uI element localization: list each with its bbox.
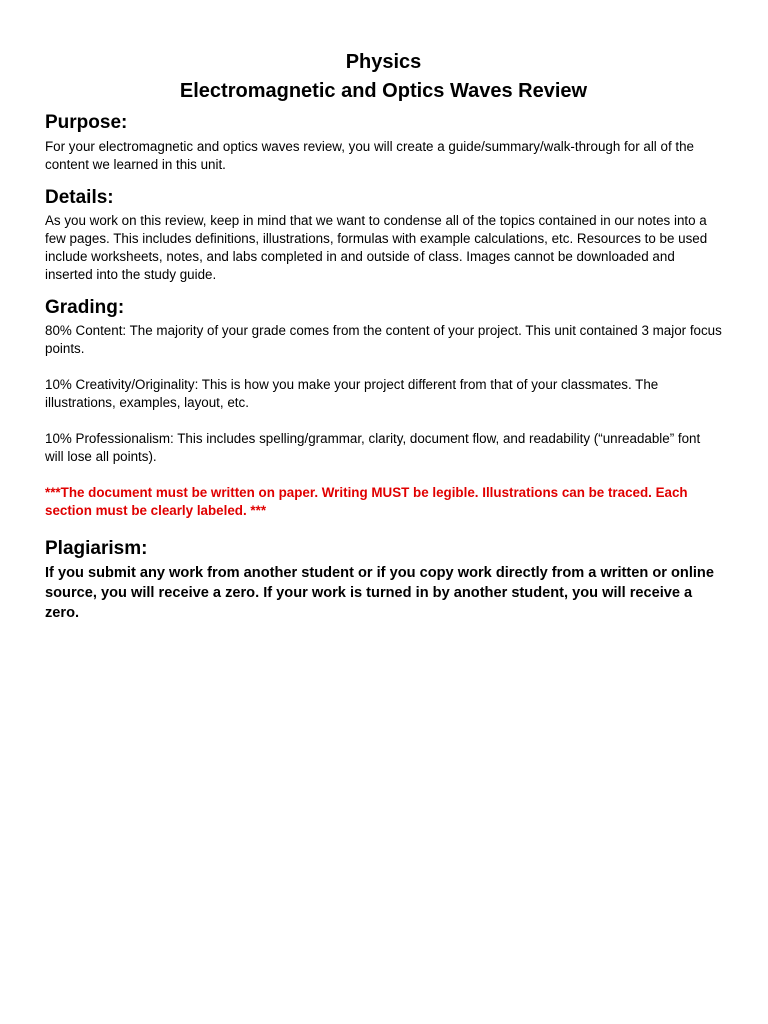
details-text: As you work on this review, keep in mind that we want to condense all of the topics contained in our notes into a few pages. This includes definitions, illustrations, formulas with example calculations, etc. Resources to be used include worksheets, notes, and labs completed in and outside of class. Images cannot be downloaded and inserted into the study guide. xyxy=(45,213,708,282)
details-section xyxy=(45,187,722,284)
subject-title: Physics xyxy=(345,51,422,73)
document-title: Electromagnetic and Optics Waves Review xyxy=(179,80,588,102)
purpose-section xyxy=(45,112,722,174)
purpose-heading: Purpose: xyxy=(45,112,128,133)
grading-heading: Grading: xyxy=(45,297,125,318)
plagiarism-section xyxy=(45,538,722,623)
grading-section xyxy=(45,297,722,520)
document-header xyxy=(45,48,722,106)
grading-list xyxy=(45,322,722,466)
grading-item-professionalism: 10% Professionalism: This includes spelling/grammar, clarity, document flow, and readability (“unreadable” font will lose all points). xyxy=(45,431,701,464)
plagiarism-heading: Plagiarism: xyxy=(45,538,148,559)
grading-item-creativity: 10% Creativity/Originality: This is how you make your project different from that of your classmates. The illustrations, examples, layout, etc. xyxy=(45,377,659,410)
grading-item-content: 80% Content: The majority of your grade comes from the content of your project. This unit contained 3 major focus points. xyxy=(45,323,722,356)
paper-requirement-warning: ***The document must be written on paper. Writing MUST be legible. Illustrations can be traced. Each section must be clearly labeled. *** xyxy=(45,485,688,518)
plagiarism-text: If you submit any work from another student or if you copy work directly from a written or online source, you will receive a zero. If your work is turned in by another student, you will receive a zero. xyxy=(45,565,714,621)
purpose-text: For your electromagnetic and optics waves review, you will create a guide/summary/walk-through for all of the content we learned in this unit. xyxy=(45,139,694,172)
details-heading: Details: xyxy=(45,187,114,208)
